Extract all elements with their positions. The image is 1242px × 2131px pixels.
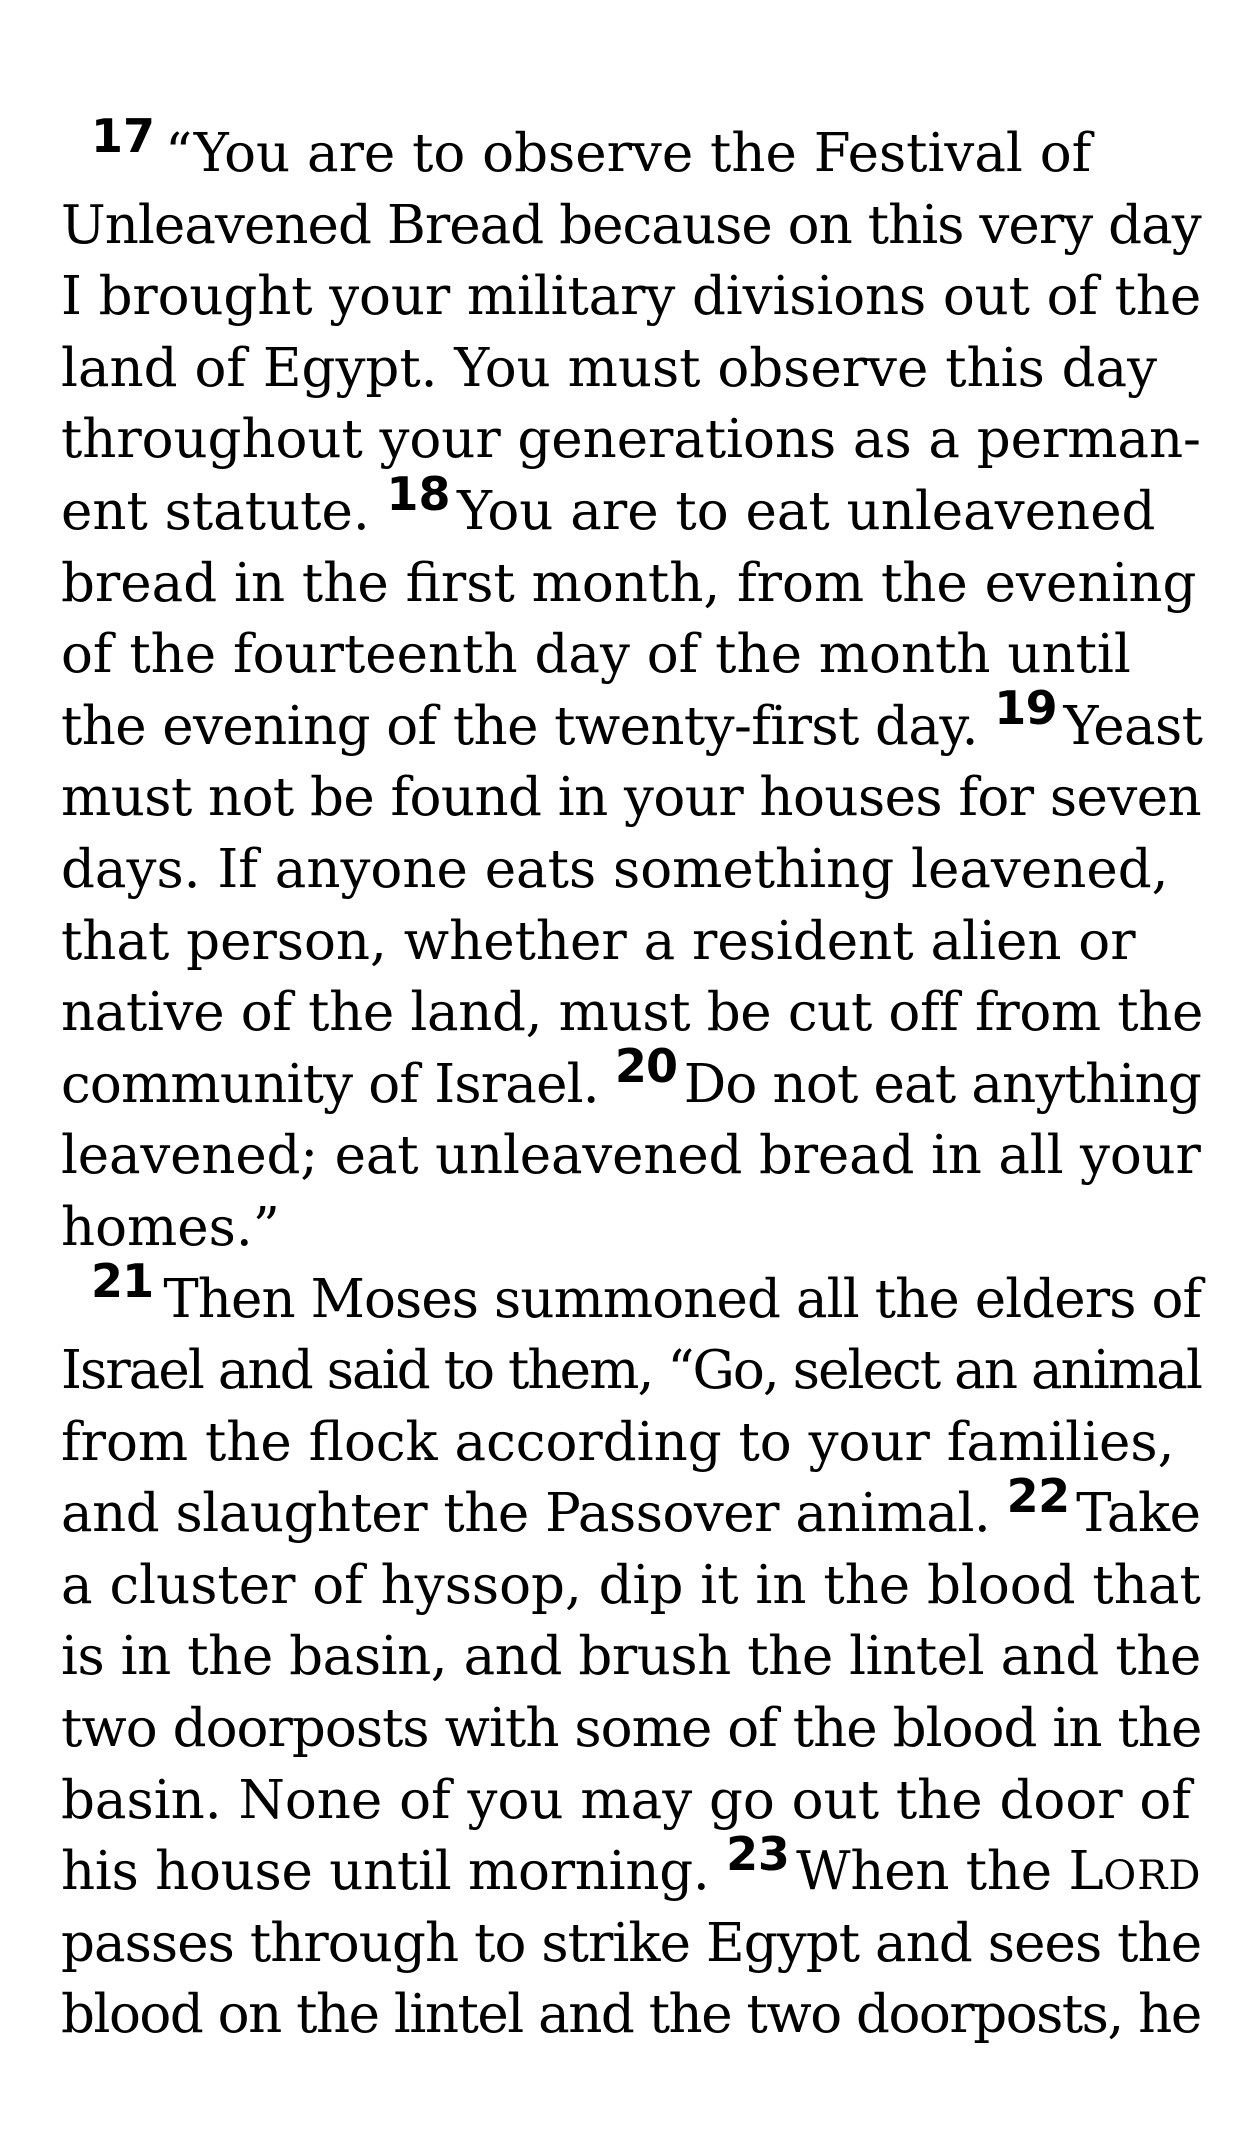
text-line	[61, 1765, 1201, 1837]
verse-text: passes through to strike Egypt and sees the	[61, 1912, 1202, 1974]
verse-text: must not be found in your houses for seven	[61, 767, 1202, 829]
text-line	[61, 619, 1201, 691]
verse-text: I brought your military divisions out of the	[61, 266, 1202, 328]
verse-text: from the flock according to your families,	[61, 1411, 1175, 1473]
verse-text: Israel and said to them, “Go, select an animal	[61, 1340, 1202, 1402]
text-line	[61, 1550, 1201, 1622]
verse-text: that person, whether a resident alien or	[61, 910, 1136, 972]
text-line	[61, 1908, 1201, 1980]
verse-number: 23	[726, 1826, 790, 1881]
verse-text: When the	[796, 1841, 1069, 1903]
verse-text: land of Egypt. You must observe this day	[61, 337, 1158, 399]
verse-text: and slaughter the Passover animal.	[61, 1483, 1007, 1545]
verse-number: 17	[91, 108, 156, 163]
text-line	[61, 1407, 1201, 1479]
verse-text: Then Moses summoned all the elders of	[163, 1268, 1202, 1330]
verse-number: 18	[386, 466, 451, 521]
text-line	[61, 548, 1201, 620]
verse-text: Yeast	[1063, 695, 1203, 757]
text-line	[61, 834, 1201, 906]
verse-number: 21	[91, 1254, 154, 1309]
verse-text: days. If anyone eats something leavened,	[61, 838, 1169, 900]
text-line	[61, 1826, 1202, 1908]
text-line	[61, 466, 1201, 548]
text-line	[61, 1120, 1201, 1192]
text-line	[61, 1621, 1201, 1693]
text-line	[61, 1254, 1202, 1336]
verse-text: “You are to observe the Festival of	[165, 123, 1092, 184]
verse-text: homes.”	[61, 1196, 280, 1258]
verse-text: is in the basin, and brush the lintel and the	[61, 1626, 1201, 1688]
divine-name-smallcaps: ORD	[1103, 1853, 1202, 1900]
paragraph	[61, 108, 1204, 1264]
verse-number: 20	[614, 1039, 678, 1094]
text-line	[61, 1693, 1201, 1765]
text-line	[61, 1192, 1201, 1264]
verse-number: 22	[1006, 1468, 1070, 1523]
verse-text: his house until morning.	[61, 1841, 727, 1903]
reading-pane	[61, 108, 1204, 2051]
verse-text: basin. None of you may go out the door of	[61, 1769, 1191, 1831]
text-line	[61, 1335, 1201, 1407]
text-line	[61, 333, 1201, 405]
verse-text: community of Israel.	[61, 1053, 615, 1115]
verse-text: two doorposts with some of the blood in the	[61, 1698, 1202, 1760]
verse-text: bread in the first month, from the evening	[61, 552, 1197, 614]
verse-text: the evening of the twenty-first day.	[61, 695, 995, 757]
text-line	[61, 1979, 1201, 2051]
verse-text: a cluster of hyssop, dip it in the blood that	[61, 1554, 1201, 1616]
verse-text: of the fourteenth day of the month until	[61, 624, 1131, 686]
verse-text: Unleavened Bread because on this very day	[61, 194, 1201, 256]
text-line	[61, 1468, 1201, 1550]
text-line	[61, 108, 1201, 190]
paragraph	[61, 1254, 1202, 2052]
verse-text: L	[1068, 1841, 1104, 1903]
text-line	[61, 1039, 1201, 1121]
verse-text: Take	[1076, 1483, 1201, 1545]
text-line	[61, 681, 1203, 763]
verse-text: ent statute.	[61, 480, 387, 542]
text-line	[61, 762, 1201, 834]
text-line	[61, 906, 1201, 978]
verse-text: throughout your generations as a perman-	[61, 409, 1201, 471]
text-line	[61, 190, 1201, 262]
verse-text: leavened; eat unleavened bread in all your	[61, 1125, 1201, 1187]
text-line	[61, 977, 1204, 1049]
verse-text: blood on the lintel and the two doorposts, he	[61, 1984, 1201, 2046]
verse-text: You are to eat unleavened	[456, 480, 1156, 542]
verse-text: Do not eat anything	[683, 1053, 1201, 1115]
verse-text: native of the land, must be cut off from the	[61, 982, 1204, 1044]
text-line	[61, 404, 1201, 476]
text-line	[61, 261, 1201, 333]
verse-number: 19	[994, 681, 1058, 736]
